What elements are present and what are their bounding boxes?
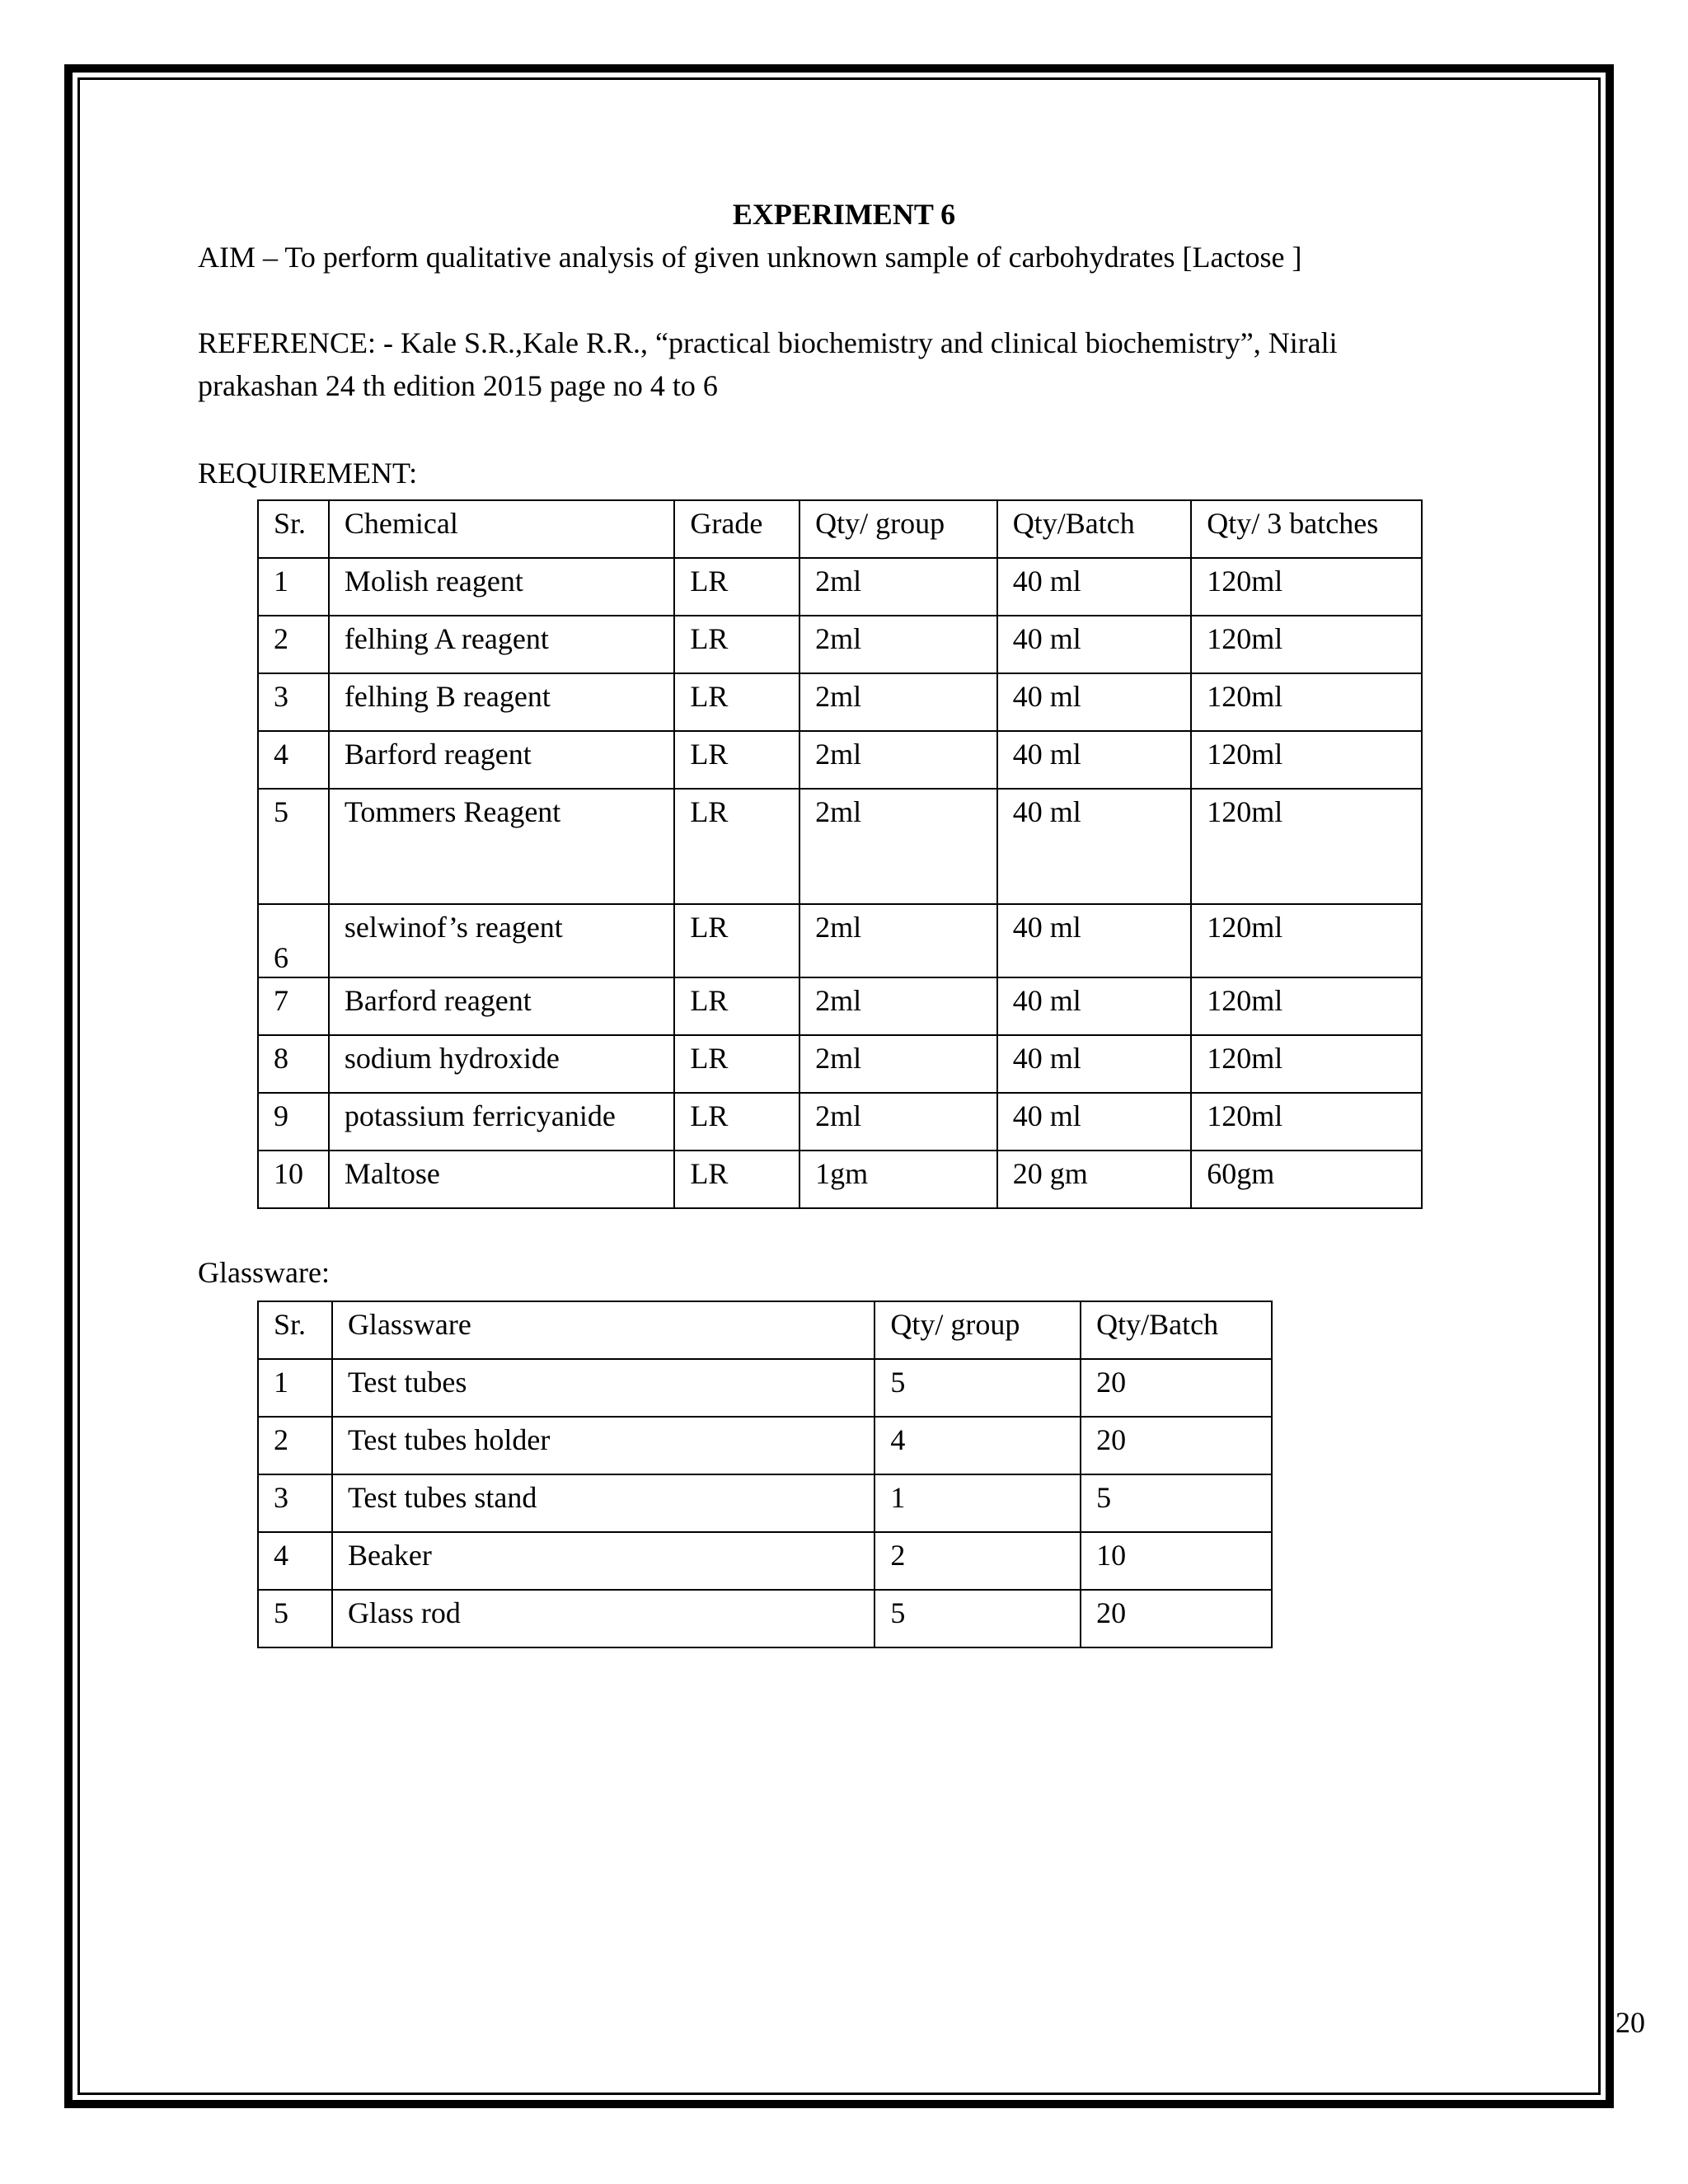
table-row (258, 1035, 1422, 1093)
header-cell: Qty/ group (799, 500, 997, 558)
table-row (258, 1359, 1272, 1417)
table-cell: 5 (874, 1590, 1081, 1647)
table-row (258, 558, 1422, 616)
table-cell: LR (674, 1035, 799, 1093)
table-cell: 120ml (1191, 904, 1422, 977)
header-cell: Qty/Batch (1081, 1301, 1272, 1359)
table-cell: 40 ml (997, 673, 1192, 731)
table-cell: 2ml (799, 977, 997, 1035)
table-row (258, 1474, 1272, 1532)
table-cell: LR (674, 558, 799, 616)
table-cell: 5 (874, 1359, 1081, 1417)
table-cell: Test tubes (332, 1359, 874, 1417)
table-cell: 2ml (799, 731, 997, 789)
table-row (258, 616, 1422, 673)
table-cell: Test tubes holder (332, 1417, 874, 1474)
table-cell: 120ml (1191, 1093, 1422, 1151)
table-cell: Beaker (332, 1532, 874, 1590)
table-cell: 40 ml (997, 1093, 1192, 1151)
table-row (258, 977, 1422, 1035)
table-cell: Test tubes stand (332, 1474, 874, 1532)
requirement-table (257, 499, 1423, 1209)
table-row (258, 1590, 1272, 1647)
table-cell: 120ml (1191, 789, 1422, 904)
table-cell: LR (674, 1093, 799, 1151)
table-cell: LR (674, 1151, 799, 1208)
table-cell: 1 (874, 1474, 1081, 1532)
table-cell: Barford reagent (329, 731, 675, 789)
table-cell: 120ml (1191, 731, 1422, 789)
table-cell: 20 (1081, 1590, 1272, 1647)
header-cell: Chemical (329, 500, 675, 558)
table-cell: 2ml (799, 789, 997, 904)
table-row (258, 1417, 1272, 1474)
table-cell: 1gm (799, 1151, 997, 1208)
table-cell: 120ml (1191, 616, 1422, 673)
table-cell: 5 (258, 789, 329, 904)
table-cell: 8 (258, 1035, 329, 1093)
table-cell: felhing A reagent (329, 616, 675, 673)
table-cell: 5 (1081, 1474, 1272, 1532)
table-cell: 2ml (799, 616, 997, 673)
header-cell: Qty/ group (874, 1301, 1081, 1359)
table-cell: LR (674, 904, 799, 977)
table-cell: 40 ml (997, 616, 1192, 673)
table-row (258, 1093, 1422, 1151)
table-cell: 40 ml (997, 558, 1192, 616)
table-cell: 20 (1081, 1417, 1272, 1474)
table-cell: 4 (258, 731, 329, 789)
table-cell: Barford reagent (329, 977, 675, 1035)
table-cell: 120ml (1191, 673, 1422, 731)
table-cell: 40 ml (997, 789, 1192, 904)
glassware-table (257, 1301, 1273, 1648)
table-cell: Tommers Reagent (329, 789, 675, 904)
table-cell: 40 ml (997, 1035, 1192, 1093)
header-cell: Sr. (258, 1301, 332, 1359)
table-cell: 2ml (799, 673, 997, 731)
table-row (258, 1151, 1422, 1208)
table-cell: 2ml (799, 558, 997, 616)
requirement-heading: REQUIREMENT: (198, 457, 418, 490)
table-cell: 120ml (1191, 977, 1422, 1035)
table-cell: 10 (258, 1151, 329, 1208)
table-cell: 2 (874, 1532, 1081, 1590)
experiment-title: EXPERIMENT 6 (732, 198, 956, 231)
table-cell: 120ml (1191, 558, 1422, 616)
header-cell: Qty/ 3 batches (1191, 500, 1422, 558)
table-cell: LR (674, 616, 799, 673)
table-cell: 2ml (799, 1035, 997, 1093)
table-cell: 3 (258, 1474, 332, 1532)
table-row (258, 789, 1422, 904)
table-cell: 4 (258, 1532, 332, 1590)
table-header-row (258, 1301, 1272, 1359)
table-cell: Glass rod (332, 1590, 874, 1647)
table-cell: 1 (258, 558, 329, 616)
table-cell: 40 ml (997, 904, 1192, 977)
page-number: 20 (1615, 2006, 1645, 2039)
table-cell: 2 (258, 1417, 332, 1474)
table-cell: 1 (258, 1359, 332, 1417)
table-cell: potassium ferricyanide (329, 1093, 675, 1151)
table-row (258, 904, 1422, 977)
table-cell: 40 ml (997, 977, 1192, 1035)
table-cell: selwinof’s reagent (329, 904, 675, 977)
table-cell: Maltose (329, 1151, 675, 1208)
table-cell: 20 (1081, 1359, 1272, 1417)
header-cell: Qty/Batch (997, 500, 1192, 558)
header-cell: Grade (674, 500, 799, 558)
table-cell: 40 ml (997, 731, 1192, 789)
table-cell: 7 (258, 977, 329, 1035)
table-cell: 120ml (1191, 1035, 1422, 1093)
table-cell: 5 (258, 1590, 332, 1647)
glassware-heading: Glassware: (198, 1256, 330, 1289)
table-cell: 2ml (799, 1093, 997, 1151)
table-header-row (258, 500, 1422, 558)
table-cell: felhing B reagent (329, 673, 675, 731)
table-cell: 9 (258, 1093, 329, 1151)
header-cell: Glassware (332, 1301, 874, 1359)
header-cell: Sr. (258, 500, 329, 558)
reference-line-2: prakashan 24 th edition 2015 page no 4 to 6 (198, 369, 718, 402)
reference-text (198, 321, 1500, 407)
table-cell: 60gm (1191, 1151, 1422, 1208)
table-row (258, 673, 1422, 731)
table-row (258, 731, 1422, 789)
table-cell: LR (674, 731, 799, 789)
table-cell: Molish reagent (329, 558, 675, 616)
table-cell: LR (674, 673, 799, 731)
table-cell: 2ml (799, 904, 997, 977)
reference-line-1: REFERENCE: - Kale S.R.,Kale R.R., “practical biochemistry and clinical biochemistry”, Nirali (198, 326, 1338, 359)
table-cell: 20 gm (997, 1151, 1192, 1208)
table-row (258, 1532, 1272, 1590)
table-cell: sodium hydroxide (329, 1035, 675, 1093)
table-cell: LR (674, 977, 799, 1035)
table-cell: 6 (258, 904, 329, 977)
table-cell: 3 (258, 673, 329, 731)
table-cell: 4 (874, 1417, 1081, 1474)
aim-text: AIM – To perform qualitative analysis of given unknown sample of carbohydrates [Lactose ] (198, 241, 1302, 274)
table-cell: 2 (258, 616, 329, 673)
table-cell: LR (674, 789, 799, 904)
table-cell: 10 (1081, 1532, 1272, 1590)
